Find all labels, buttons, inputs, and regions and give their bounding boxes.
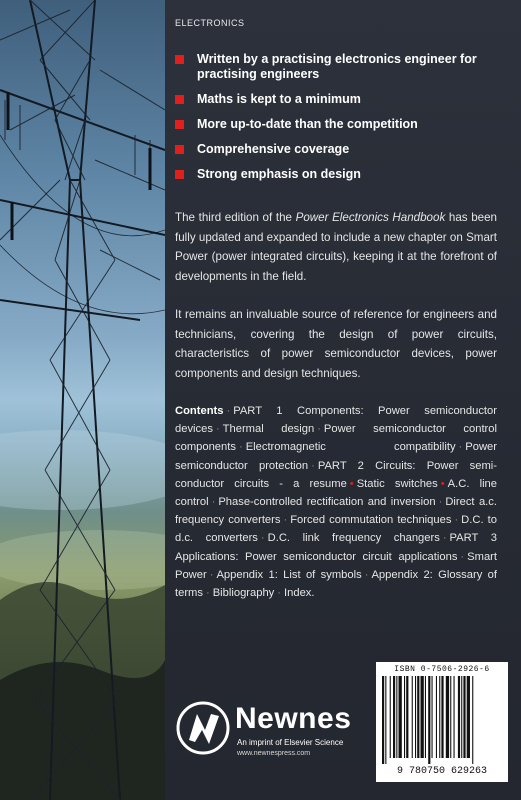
barcode-bar	[382, 676, 384, 764]
contents-item: Smart Power	[175, 550, 497, 581]
publisher-url: www.newnespress.com	[237, 750, 311, 757]
contents-item: Power semiconductor control components	[175, 423, 497, 454]
feature-item: More up-to-date than the competition	[175, 117, 505, 132]
feature-item: Comprehensive coverage	[175, 142, 505, 157]
barcode-bar	[425, 676, 426, 758]
contents-item: Electromagnetic compatibility	[245, 441, 456, 454]
separator-dot-icon: ·	[205, 587, 210, 600]
contents-item: Forced commutation techniques	[290, 514, 452, 527]
contents-list	[175, 402, 497, 602]
barcode-bar	[421, 676, 424, 758]
separator-dot-icon: ·	[460, 550, 465, 563]
publisher-imprint: An imprint of Elsevier Science	[237, 738, 344, 747]
contents-item: Static switches	[356, 477, 438, 490]
feature-item: Written by a practising electronics engineer for practising engineers	[175, 52, 505, 82]
barcode-bar	[441, 676, 443, 758]
contents-label: Contents	[175, 405, 224, 417]
red-square-icon	[175, 95, 184, 104]
pylon-photo	[0, 0, 165, 800]
barcode-bar	[446, 676, 449, 758]
contents-item: D.C. link frequency changers	[267, 532, 440, 545]
isbn-barcode	[376, 662, 508, 782]
barcode-bar	[454, 676, 455, 758]
separator-dot-icon: ·	[311, 459, 315, 472]
barcode-bar	[417, 676, 419, 758]
barcode-bar	[461, 676, 462, 758]
barcode-bar	[406, 676, 408, 758]
contents-item: Phase-controlled rectification and inversion	[218, 496, 436, 509]
separator-dot-icon: ·	[364, 568, 369, 581]
publisher-name: Newnes	[235, 702, 352, 735]
separator-dot-icon: ·	[209, 568, 214, 581]
separator-dot-icon: •	[349, 477, 354, 490]
barcode-bar	[428, 676, 430, 764]
description-paragraph-2: It remains an invaluable source of reference for engineers and technicians, covering the design of power circuits, characteristics of power semiconductor devices, power components and design techniques.	[175, 308, 497, 380]
book-title: Power Electronics Handbook	[295, 211, 446, 224]
separator-dot-icon: ·	[260, 532, 265, 545]
barcode-bar	[415, 676, 416, 758]
barcode-bar	[432, 676, 433, 758]
barcode-number: 9 780750 629263	[396, 766, 487, 777]
barcode-bar	[450, 676, 451, 758]
contents-item: PART 3 Applications: Power semiconductor circuit applications	[175, 532, 497, 563]
contents-item: Direct a.c. frequency converters	[175, 496, 497, 527]
contents-item: Appendix 2: Glossary of terms	[175, 568, 498, 600]
separator-dot-icon: ·	[438, 496, 443, 509]
pylon-illustration	[0, 0, 165, 800]
feature-item: Maths is kept to a minimum	[175, 92, 505, 107]
separator-dot-icon: ·	[226, 405, 231, 417]
barcode-bar	[399, 676, 402, 758]
separator-dot-icon: ·	[211, 496, 216, 509]
feature-list	[175, 52, 505, 192]
contents-item: Bibliography	[212, 587, 275, 600]
barcode-bar	[385, 676, 386, 764]
contents-item: D.C. to d.c. converters	[175, 514, 497, 545]
separator-dot-icon: •	[440, 477, 445, 490]
separator-dot-icon: ·	[442, 532, 447, 545]
barcode-bar	[436, 676, 437, 758]
barcode-bar	[393, 676, 395, 758]
barcode-bar	[404, 676, 405, 758]
red-square-icon	[175, 120, 184, 129]
contents-item: PART 1 Components: Power semiconductor devices	[175, 405, 497, 436]
contents-item: Appendix 1: List of symbols	[216, 568, 362, 581]
separator-dot-icon: ·	[215, 423, 220, 436]
red-square-icon	[175, 145, 184, 154]
contents-item: A.C. line control	[175, 477, 497, 509]
barcode-bar	[412, 676, 413, 758]
contents-item: Index.	[284, 587, 315, 600]
isbn-label: ISBN 0-7506-2926-6	[394, 665, 490, 674]
red-square-icon	[175, 55, 184, 64]
series-label: ELECTRONICS	[175, 18, 245, 28]
feature-item: Strong emphasis on design	[175, 167, 505, 182]
barcode-bar	[463, 676, 465, 758]
barcode-bar	[467, 676, 470, 758]
red-square-icon	[175, 170, 184, 179]
separator-dot-icon: ·	[317, 423, 321, 436]
barcode-bar	[390, 676, 391, 758]
contents-item: Power semiconductor protection	[175, 441, 497, 472]
separator-dot-icon: ·	[283, 514, 288, 527]
newnes-logo-icon	[175, 700, 231, 756]
barcode-bar	[458, 676, 460, 758]
separator-dot-icon: ·	[458, 441, 463, 454]
barcode-bars	[382, 676, 502, 764]
separator-dot-icon: ·	[454, 514, 459, 527]
separator-dot-icon: ·	[277, 587, 282, 600]
contents-item: PART 2 Circuits: Power semi-conductor circuits - a resume	[175, 459, 497, 490]
separator-dot-icon: ·	[238, 441, 243, 454]
contents-item: Thermal design	[222, 423, 315, 436]
barcode-bar	[439, 676, 440, 758]
description-paragraph-1: The third edition of the Power Electronics Handbook has been fully updated and expanded to include a new chapter on Smart Power (power integrated circuits), keeping it at the forefront of developments in the field.	[175, 211, 497, 283]
barcode-bar	[396, 676, 397, 758]
barcode-bar	[472, 676, 473, 764]
